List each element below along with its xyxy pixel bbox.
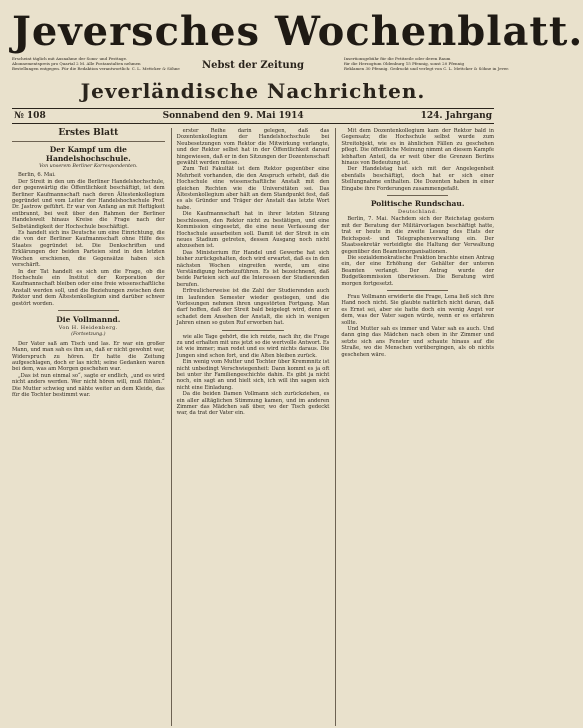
article-headline: Der Kampf um die Handelshochschule.	[45, 145, 131, 163]
advertising-info	[344, 56, 509, 71]
divider	[222, 330, 283, 331]
article-paragraph: Mit dem Dozentenkollegium kam der Rektor bald in Gegensatz; die Hochschule selbst wurde zum Streitobjekt, wie es in ähnlichen Fällen zu geschehen pflegt. Die öffentliche Meinung nimmt an diesem Kampfe lebhaften Anteil, da er weit über die Grenzen Berlins hinaus von Bedeutung ist.	[341, 128, 495, 167]
article-dateline: Berlin, 6. Mai.	[18, 172, 56, 179]
publication-info-line: Erscheint täglich mit Ausnahme der Sonn- und Festtage.	[12, 56, 128, 61]
divider	[387, 290, 448, 291]
feuilleton-paragraph: Der Vater saß am Tisch und las. Er war ein großer Mann, und man sah es ihm an, daß er nicht gewohnt war, Widerspruch zu hören. Er hatte die Zeitung aufgeschlagen, doch er las nicht; seine Gedanken waren bei dem, was am Morgen geschehen war.	[12, 340, 165, 373]
article-paragraph: Berlin, 7. Mai. Nachdem sich der Reichstag gestern mit der Beratung der Militärvorlagen beschäftigt hatte, trat er heute in die zweite Lesung des Etats der Reichspost- und Telegraphenverwaltung ein. Der Staatssekretär verteidigte die Haltung der Verwaltung gegenüber den Beamtenorganisationen.	[341, 216, 495, 255]
article-subline: Von unserem Berliner Korrespondenten.	[39, 164, 138, 169]
section-region: Deutschland.	[397, 209, 438, 216]
column-2	[171, 128, 330, 726]
feuilleton-headline: Die Vollmannd.	[56, 314, 121, 324]
column-1	[12, 128, 165, 726]
masthead-info-row	[12, 56, 509, 78]
issue-year: 124. Jahrgang	[420, 111, 492, 121]
article-paragraph: Die Kaufmannschaft hat in ihrer letzten Sitzung beschlossen, den Rektor nicht zu bestätigen, und eine Kommission eingesetzt, die eine neue Verfassung der Hochschule ausarbeiten soll. Damit ist der Streit in ein neues Stadium getreten, dessen Ausgang noch nicht abzusehen ist.	[176, 211, 330, 250]
article-paragraph: Das Ministerium für Handel und Gewerbe hat sich bisher zurückgehalten, doch wird erwartet, daß es in den nächsten Wochen eingreifen werde, um eine Verständigung herbeizuführen. Es ist bezeichnend, daß beide Parteien sich auf die Interessen der Studierenden berufen.	[176, 249, 330, 288]
advertising-info-line: Insertionsgebühr für die Petitzeile oder deren Raum	[344, 56, 451, 61]
article-paragraph: Es handelt sich ins Deutsche um eine Einrichtung, die die von der Berliner Kaufmannschaft ohne Hilfe des Staates gegründet ist. Die Denkschriften und Erklärungen der beiden Parteien sind in den letzten Wochen erschienen, die Gegensätze haben sich verschärft.	[12, 230, 165, 269]
publication-info-line: Bestellungen entgegen. Für die Redaktion verantwortlich: C. L. Mettcker & Söhne	[12, 66, 180, 71]
section-header: Erstes Blatt	[12, 128, 165, 142]
divider	[387, 195, 448, 196]
divider	[58, 310, 119, 311]
issue-date: Sonnabend den 9. Mai 1914	[162, 111, 304, 121]
feuilleton-paragraph: Und Mutter sah es immer und Vater sah es auch. Und dann ging das Mädchen nach oben in ihr Zimmer und setzte sich ans Fenster und schaute hinaus auf die Straße, wo die Menschen vorübergingen, als ob nichts geschehen wäre.	[341, 325, 495, 358]
article-paragraph: In der Tat handelt es sich um die Frage, ob die Hochschule ein Institut der Korporation der Kaufmannschaft bleiben oder eine freie wissenschaftliche Anstalt werden soll, und die Beziehungen zwischen dem Rektor und dem Ältestenkollegium sind darüber schwer gestört worden.	[12, 268, 165, 307]
article-paragraph: Zum Teil Fakultät ist dem Rektor gegenüber eine Mehrheit vorhanden, die den Anspruch erhebt, daß die Hochschule eine wissenschaftliche Anstalt mit den gleichen Rechten wie die Universitäten sei. Das Ältestenkollegium aber hält an dem Standpunkt fest, daß es als Gründer und Träger der Anstalt das letzte Wort habe.	[176, 166, 330, 211]
column-3	[335, 128, 494, 726]
issue-number: № 108	[14, 111, 46, 121]
article-paragraph: Erfreulicherweise ist die Zahl der Studierenden auch im laufenden Semester wieder gestiegen, und die Vorlesungen nehmen ihren ungestörten Fortgang. Man darf hoffen, daß der Streit bald beigelegt wird, denn er schadet dem Ansehen der Anstalt, die sich in wenigen Jahren einen so guten Ruf erworben hat.	[176, 288, 330, 327]
publication-info	[12, 56, 180, 71]
feuilleton-byline: Von H. Heidenberg.	[58, 324, 118, 331]
article-paragraph: Der Streit in den um die Berliner Handelshochschule, der gegenwärtig die Öffentlichkeit beschäftigt, ist dem Berliner Kaufmannschaft nach deren Ältestenkollegium gegründet und vom Leiter der Handelshochschule Prof. Dr. Jastrow geführt. Er war von Anfang an mit Heftigkeit entbrannt, bei weit über den Rahmen der Berliner Handelswelt hinaus Kreise die Frage nach der Selbständigkeit der Hochschule beschäftigt.	[12, 178, 165, 230]
feuilleton-paragraph: Frau Vollmann erwiderte die Frage, Lena ließ sich ihre Hand noch nicht. Sie glaubte natürlich nicht daran, daß es Ernst sei, aber sie hatte doch ein wenig Angst vor dem, was der Vater sagen würde, wenn er es erfahren sollte.	[341, 293, 495, 326]
issue-bar	[12, 108, 494, 124]
feuilleton-paragraph: „Das ist nun einmal so“, sagte er endlich, „und es wird nicht anders werden. Wer nicht hören will, muß fühlen.“ Die Mutter schwieg und nähte weiter an dem Kleide, das für die Tochter bestimmt war.	[12, 372, 165, 398]
article-paragraph: Die sozialdemokratische Fraktion brachte einen Antrag ein, der eine Erhöhung der Gehälter der unteren Beamten verlangt. Der Antrag wurde der Budgetkommission überwiesen. Die Beratung wird morgen fortgesetzt.	[341, 254, 495, 287]
masthead-title: Jeversches Wochenblatt.	[12, 8, 583, 55]
section-headline: Politische Rundschau.	[370, 199, 465, 209]
feuilleton-continuation: (Fortsetzung.)	[71, 332, 106, 338]
feuilleton-paragraph: Da die beiden Damen Vollmann sich zurückziehen, es ein aller alltäglichen Stimmung kamen, und im anderen Zimmer das Mädchen saß über, wo der Tisch gedeckt war, da trat der Vater ein.	[176, 391, 330, 417]
article-paragraph: Der Handelstag hat sich mit der Angelegenheit ebenfalls beschäftigt, doch hat er sich einer Stellungnahme enthalten. Die Dozenten haben in einer Eingabe ihre Forderungen zusammengefaßt.	[341, 166, 495, 192]
masthead-subtitle: Jeverländische Nachrichten.	[80, 79, 426, 103]
feuilleton-paragraph: Ein wenig vom Mutter und Tochter über Kremmnitz ist nicht unbedingt Verschwiegenheit: Dann kommt es ja oft bei unter ihr Familiengeschichte dahin. Es gibt ja nicht noch, ein sagt an und hielt sich, ich will ihn sagen sich nicht eine Einladung.	[176, 359, 330, 391]
advertising-info-line: Reklamen 30 Pfennig. Gedruckt und verlegt von C. L. Mettcker & Söhne in Jever.	[344, 66, 509, 71]
publication-info-line: Abonnementspreis pro Quartal 2 M. Alle Postanstalten nehmen	[12, 61, 141, 66]
masthead-supplement-note: Nebst der Zeitung	[202, 60, 304, 71]
article-columns	[12, 128, 494, 726]
article-paragraph: erster Reihe darin gelegen, daß das Dozentenkollegium der Handelshochschule bei Neubesetzungen vom Rektor die Mitwirkung verlangte, und der Rektor selbst hat in der Öffentlichkeit darauf hingewiesen, daß er in den Sitzungen der Dozentenschaft gewählt werden müsse.	[176, 128, 330, 167]
advertising-info-line: für die Herzogtum Oldenburg 15 Pfennig, sonst 20 Pfennig	[344, 61, 465, 66]
feuilleton-paragraph: wie alle Tage gehört, die ich reizte, nach ihr, die Frage zu und erhalten mit uns jetzt so die wertvolle Antwort. Es ist wie immer; man redet und es wird nichts daraus. Die Jungen sind schon fort, und die Alten bleiben zurück.	[176, 333, 330, 359]
